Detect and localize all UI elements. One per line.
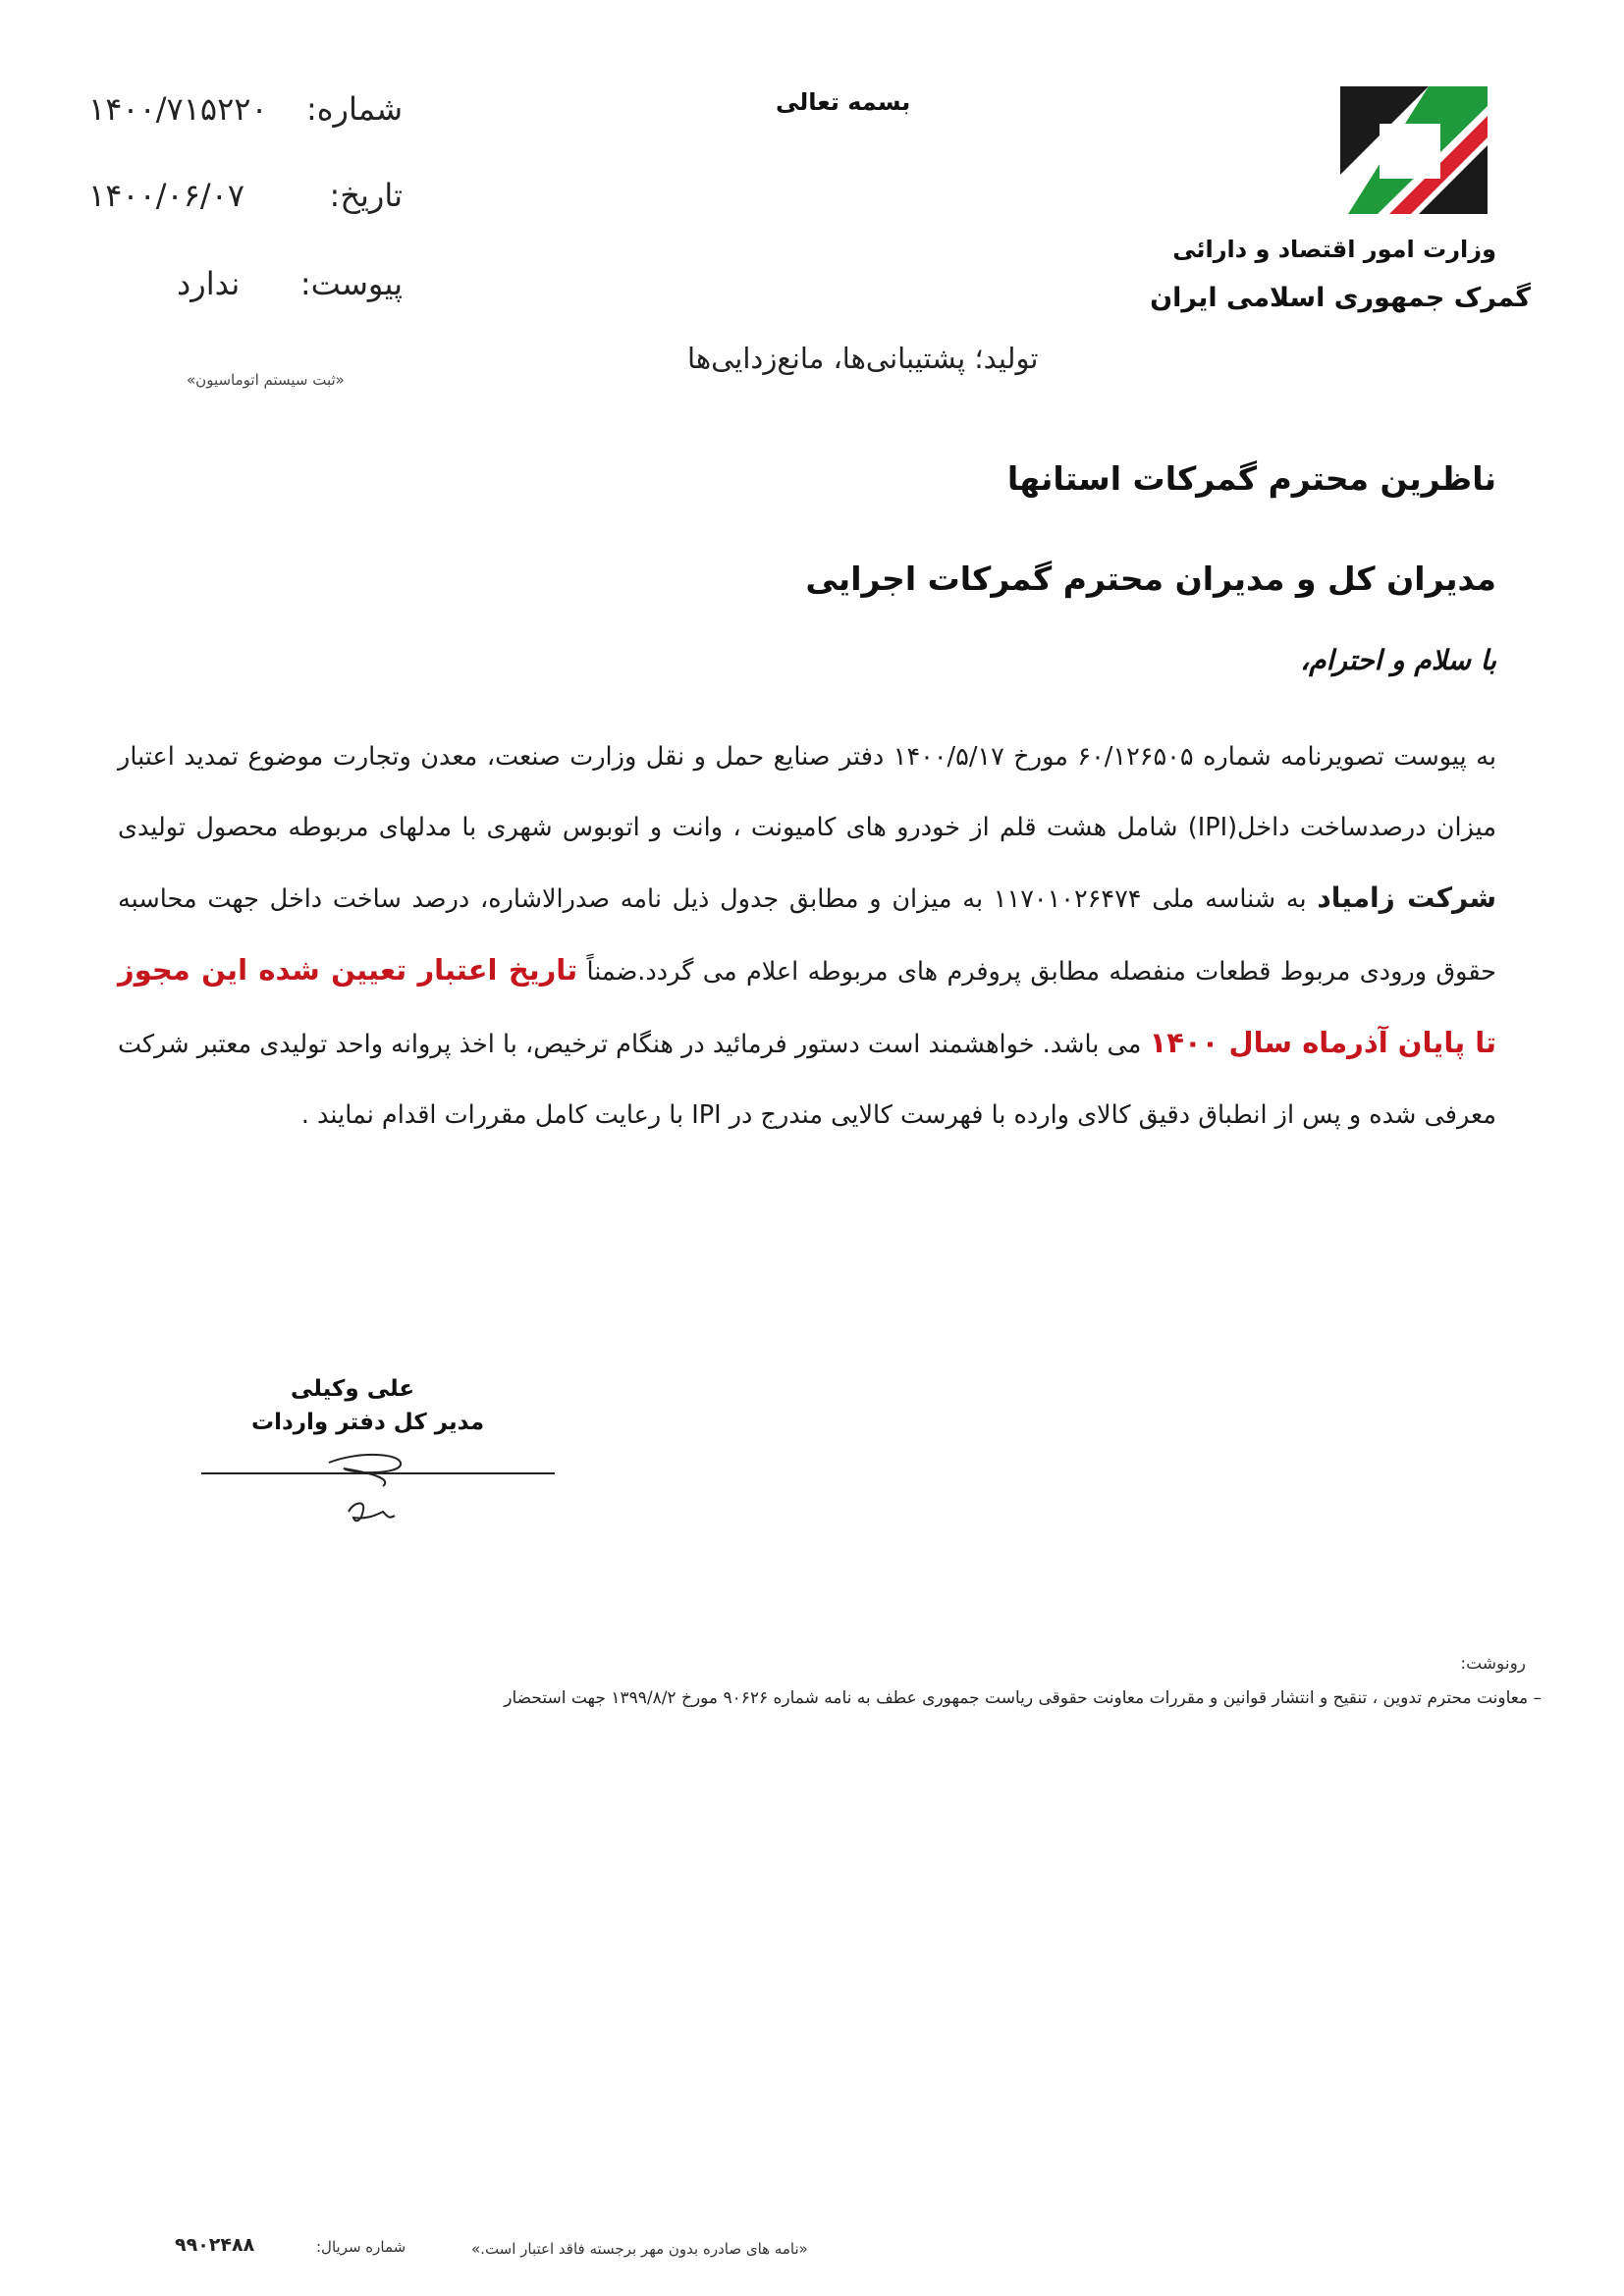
salutation: با سلام و احترام، <box>1300 644 1496 676</box>
addressee-line-1: ناظرین محترم گمرکات استانها <box>1006 459 1496 498</box>
attachment-value: ندارد <box>177 265 241 302</box>
ministry-name: وزارت امور اقتصاد و دارائی <box>1172 236 1496 263</box>
serial-label: شماره سریال: <box>316 2238 406 2256</box>
organization-name: گمرک جمهوری اسلامی ایران <box>1150 283 1531 313</box>
letter-subject: تولید؛ پشتیبانی‌ها، مانع‌زدایی‌ها <box>687 342 1039 375</box>
attachment-label: پیوست: <box>299 265 403 302</box>
body-part-2: به شناسه ملی ۱۱۷۰۱۰۲۶۴۷۴ به میزان و مطابق جدول ذیل نامه صدرالاشاره، درصد ساخت داخل جهت محاسبه حقوق ورودی مربوط قطعات منفصله مطابق پروفرم های مربوطه اعلام می گردد.ضمناً <box>118 884 1496 987</box>
handwritten-signature-icon <box>314 1443 432 1541</box>
signatory-name: علی وکیلی <box>291 1376 415 1402</box>
signatory-title: مدیر کل دفتر واردات <box>251 1410 485 1435</box>
footer-note: «نامه های صادره بدون مهر برجسته فاقد اعتبار است.» <box>471 2240 808 2258</box>
cc-item: – معاونت محترم تدوین ، تنقیح و انتشار قوانین و مقررات معاونت حقوقی ریاست جمهوری عطف به نامه شماره ۹۰۶۲۶ مورخ ۱۳۹۹/۸/۲ جهت استحضار <box>504 1688 1542 1708</box>
letter-number-label: شماره: <box>305 90 403 128</box>
letter-date-value: ۱۴۰۰/۰۶/۰۷ <box>88 177 245 214</box>
customs-logo-icon <box>1330 77 1497 224</box>
letter-attachment <box>88 265 403 324</box>
letter-number <box>88 90 403 149</box>
automation-note: «ثبت سیستم اتوماسیون» <box>187 371 345 389</box>
serial-value: ۹۹۰۲۴۸۸ <box>175 2234 255 2256</box>
body-part-3: می باشد. خواهشمند است دستور فرمائید در هنگام ترخیص، با اخذ پروانه واحد تولیدی معتبر شرکت معرفی شده و پس از انطباق دقیق کالای وارده با فهرست کالایی مندرج در IPI با رعایت کامل مقررات اقدام نمایند . <box>118 1030 1496 1130</box>
bismillah: بسمه تعالی <box>776 88 911 116</box>
cc-label: رونوشت: <box>1460 1654 1526 1674</box>
company-name: شرکت زامیاد <box>1317 881 1497 914</box>
validity-highlight: تاریخ اعتبار تعیین شده این مجوز تا پایان آذرماه سال ۱۴۰۰ <box>118 953 1496 1059</box>
letter-date-label: تاریخ: <box>329 177 403 214</box>
addressee-line-2: مدیران کل و مدیران محترم گمرکات اجرایی <box>805 560 1496 598</box>
letter-date <box>88 177 403 236</box>
letter-body <box>118 721 1496 1150</box>
letter-number-value: ۱۴۰۰/۷۱۵۲۲۰ <box>88 90 268 128</box>
body-part-1: به پیوست تصویرنامه شماره ۶۰/۱۲۶۵۰۵ مورخ ۱۴۰۰/۵/۱۷ دفتر صنایع حمل و نقل وزارت صنعت، معدن وتجارت موضوع تمدید اعتبار میزان درصدساخت داخل(IPI) شامل هشت قلم از خودرو های کامیونت ، وانت و اتوبوس شهری با مدلهای مربوطه محصول تولیدی <box>118 742 1496 842</box>
